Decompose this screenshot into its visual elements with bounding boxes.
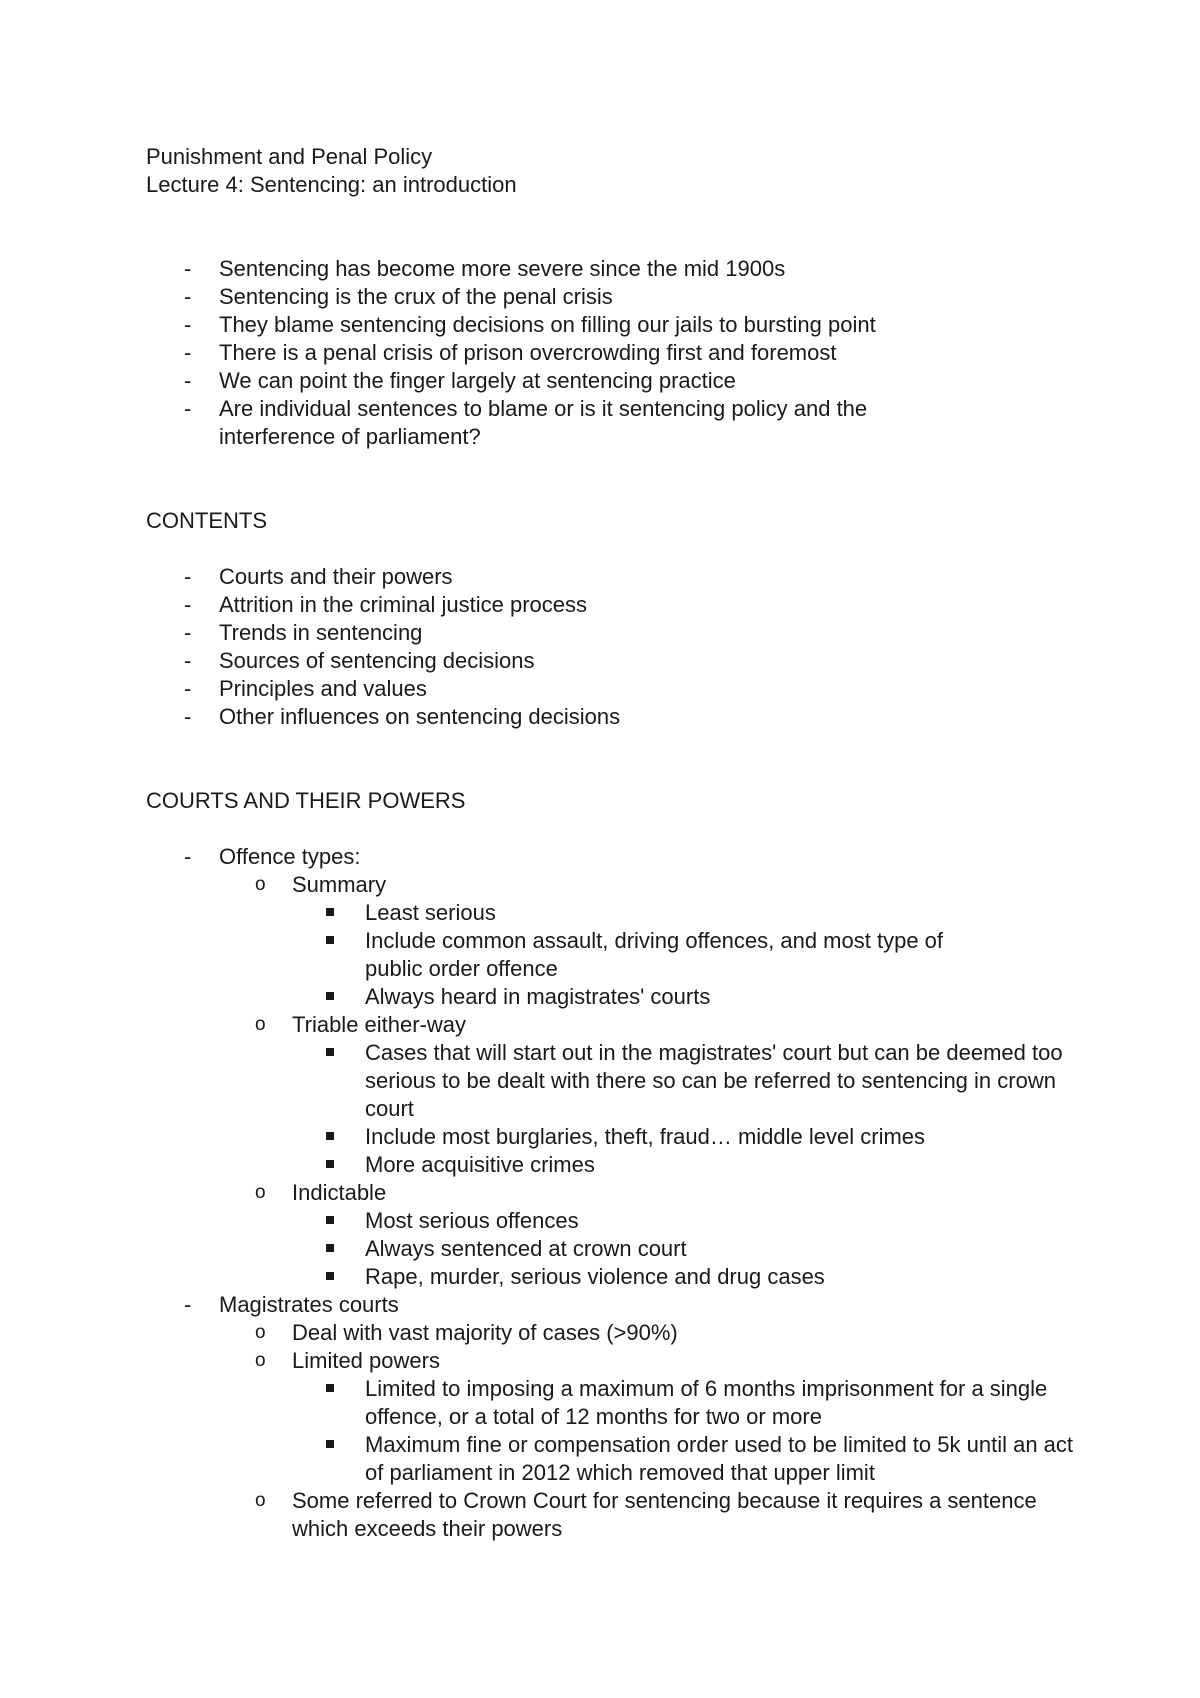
contents-list xyxy=(146,563,1086,731)
square-bullet-icon xyxy=(326,1244,334,1252)
list-item: o Limited powers Limited to imposing a maximum of 6 months imprisonment for a single offence, or a total of 12 months for two or more Maximum fine or compensation order used to be limited to 5k until an act of parliament in 2012 which removed that upper limit xyxy=(219,1347,1086,1487)
list-item: Limited to imposing a maximum of 6 months imprisonment for a single offence, or a total of 12 months for two or more xyxy=(292,1375,1085,1431)
list-item: - Sentencing is the crux of the penal crisis xyxy=(184,284,613,309)
square-bullet-icon xyxy=(326,936,334,944)
list-item: More acquisitive crimes xyxy=(292,1151,1086,1179)
list-item: - Courts and their powers xyxy=(184,564,453,589)
list-item: - Trends in sentencing xyxy=(184,620,423,645)
list-item: - Sentencing has become more severe since the mid 1900s xyxy=(184,256,786,281)
list-item: - Sources of sentencing decisions xyxy=(184,648,535,673)
square-bullet-icon xyxy=(326,992,334,1000)
course-title: Punishment and Penal Policy xyxy=(146,144,433,169)
list-item: Always heard in magistrates' courts xyxy=(292,983,1086,1011)
square-bullet-icon xyxy=(326,1160,334,1168)
list-item: - We can point the finger largely at sentencing practice xyxy=(184,368,736,393)
list-item: Least serious xyxy=(292,899,1086,927)
list-item: Rape, murder, serious violence and drug cases xyxy=(292,1263,1086,1291)
document-page xyxy=(146,143,1086,1543)
list-item: Maximum fine or compensation order used to be limited to 5k until an act of parliament in 2012 which removed that upper limit xyxy=(292,1431,1085,1487)
list-item: - Offence types: o Summary Least serious Include common assault, driving offences, and most type of public order offence Always heard in magistrates' courts o Triable either-way Cases that will start out in the magistrates' court but can be deemed too serious to be dealt with there so can be referred to sentencing in crown court Include most burglaries, theft, fraud… middle level crimes More acquisitive crimes o Indictable Most serious offences Always sentenced at crown court Rape, murder, serious violence and drug cases xyxy=(146,843,1086,1291)
square-bullet-icon xyxy=(326,1272,334,1280)
list-item: o Indictable Most serious offences Always sentenced at crown court Rape, murder, serious violence and drug cases xyxy=(219,1179,1086,1291)
list-item: Most serious offences xyxy=(292,1207,1086,1235)
square-bullet-icon xyxy=(326,1216,334,1224)
square-bullet-icon xyxy=(326,1048,334,1056)
list-item: o Some referred to Crown Court for sentencing because it requires a sentence which exceeds their powers xyxy=(255,1488,1037,1541)
list-item: - Principles and values xyxy=(184,676,427,701)
list-item: - Are individual sentences to blame or is it sentencing policy and the interference of parliament? xyxy=(184,396,868,449)
intro-list xyxy=(146,255,1086,451)
contents-heading: CONTENTS xyxy=(146,508,267,533)
indictable-points xyxy=(292,1207,1086,1291)
list-item: - Other influences on sentencing decisions xyxy=(184,704,621,729)
list-item: Cases that will start out in the magistrates' court but can be deemed too serious to be dealt with there so can be referred to sentencing in crown court xyxy=(292,1039,1065,1123)
list-item: - Attrition in the criminal justice process xyxy=(184,592,588,617)
square-bullet-icon xyxy=(326,1440,334,1448)
list-item: Include most burglaries, theft, fraud… middle level crimes xyxy=(292,1123,1086,1151)
lecture-title: Lecture 4: Sentencing: an introduction xyxy=(146,172,517,197)
list-item: - They blame sentencing decisions on filling our jails to bursting point xyxy=(184,312,876,337)
limited-powers-points xyxy=(292,1375,1086,1487)
list-item: - There is a penal crisis of prison overcrowding first and foremost xyxy=(184,340,837,365)
square-bullet-icon xyxy=(326,908,334,916)
square-bullet-icon xyxy=(326,1384,334,1392)
list-item: o Triable either-way Cases that will start out in the magistrates' court but can be deemed too serious to be dealt with there so can be referred to sentencing in crown court Include most burglaries, theft, fraud… middle level crimes More acquisitive crimes xyxy=(219,1011,1086,1179)
list-item: o Summary Least serious Include common assault, driving offences, and most type of public order offence Always heard in magistrates' courts xyxy=(219,871,1086,1011)
magistrates-list xyxy=(219,1319,1086,1543)
summary-points xyxy=(292,899,1086,1011)
courts-heading: COURTS AND THEIR POWERS xyxy=(146,788,466,813)
list-item: - Magistrates courts o Deal with vast majority of cases (>90%) o Limited powers Limited to imposing a maximum of 6 months imprisonment for a single offence, or a total of 12 months for two or more Maximum fine or compensation order used to be limited to 5k until an act of parliament in 2012 which removed that upper limit o Some referred to Crown Court for sentencing because it requires a sentence which exceeds their powers xyxy=(146,1291,1086,1543)
courts-list xyxy=(146,843,1086,1543)
list-item: o Deal with vast majority of cases (>90%) xyxy=(255,1320,678,1345)
square-bullet-icon xyxy=(326,1132,334,1140)
list-item: Include common assault, driving offences, and most type of public order offence xyxy=(292,927,1005,983)
list-item: Always sentenced at crown court xyxy=(292,1235,1086,1263)
offence-types-list xyxy=(219,871,1086,1291)
either-way-points xyxy=(292,1039,1086,1179)
